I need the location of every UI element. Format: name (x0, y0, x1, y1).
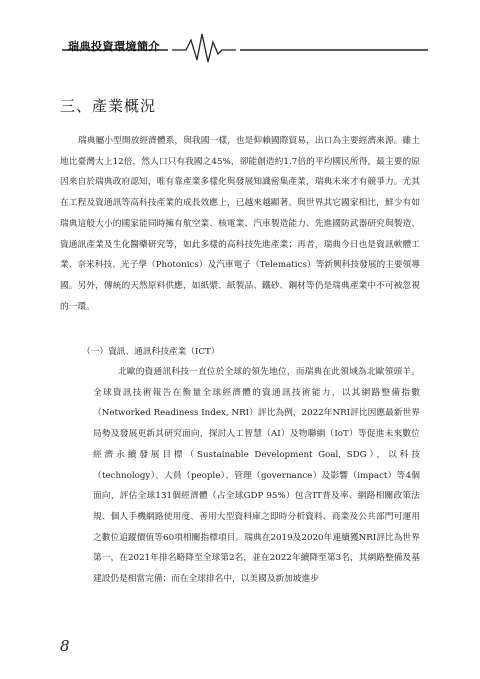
running-header (60, 28, 430, 68)
page-number: 8 (60, 637, 70, 655)
section-title: 三、產業概況 (60, 97, 157, 115)
subsection-title: （一）資訊、通訊科技產業（ICT） (82, 347, 220, 357)
header-title: 瑞典投資環境簡介 (68, 40, 160, 53)
paragraph-ict: 北歐的資通訊科技一直位於全球的領先地位，而瑞典在此領域為北歐領頭羊。全球資訊技術報告在衡量全球經濟體的資通訊技術能力，以其網路整備指數（Networked Readiness Index, NRI）評比為例，2022年NRI評比因應最新世界局勢及發展更新其研究面向，探討人工智慧（AI）及物聯網（IoT）等促進未來數位經濟永續發展目標（Sustainable Development Goal, SDG），以科技（technology）、人員（people）、管理（governance）及影響（impact）等4個面向，評估全球131個經濟體（占全球GDP 95%）包含IT普及率、網路相關政策法規、個人手機網路使用度、善用大型資料庫之即時分析資料、商業及公共部門可運用之數位追蹤價值等60項相關指標項目。瑞典在2019及2020年連續獲NRI評比為世界第一，在2021年排名略降至全球第2名，並在2022年續降至第3名，其網路整備及基建設仍是相當完備；而在全球排名中，以美國及新加坡進步 (93, 367, 420, 585)
paragraph-industry-overview: 瑞典屬小型開放經濟體系，與我國一樣，也是仰賴國際貿易，出口為主要經濟來源。雖土地比臺灣大上12倍，然人口只有我國之45%，卻能創造約1.7倍的平均國民所得，最主要的原因來自於瑞典政府認知，唯有靠產業多樣化與發展知識密集產業，瑞典未來才有競爭力。尤其在工程及資通訊等高科技產業的成長效應上，已越來越顯著。與世界其它國家相比，鮮少有如瑞典這般大小的國家能同時擁有航空業、核電業、汽車製造能力、先進國防武器研究與製造、資通訊產業及生化醫藥研究等，如此多樣的高科技先進產業；再者，瑞典今日也是資訊軟體工業、奈米科技、光子學（Photonics）及汽車電子（Telematics）等新興科技發展的主要領導國。另外，傳統的天然原料供應，如紙漿、紙製品、鐵砂、鋼材等仍是瑞典產業中不可被忽視的一環。 (60, 136, 420, 312)
